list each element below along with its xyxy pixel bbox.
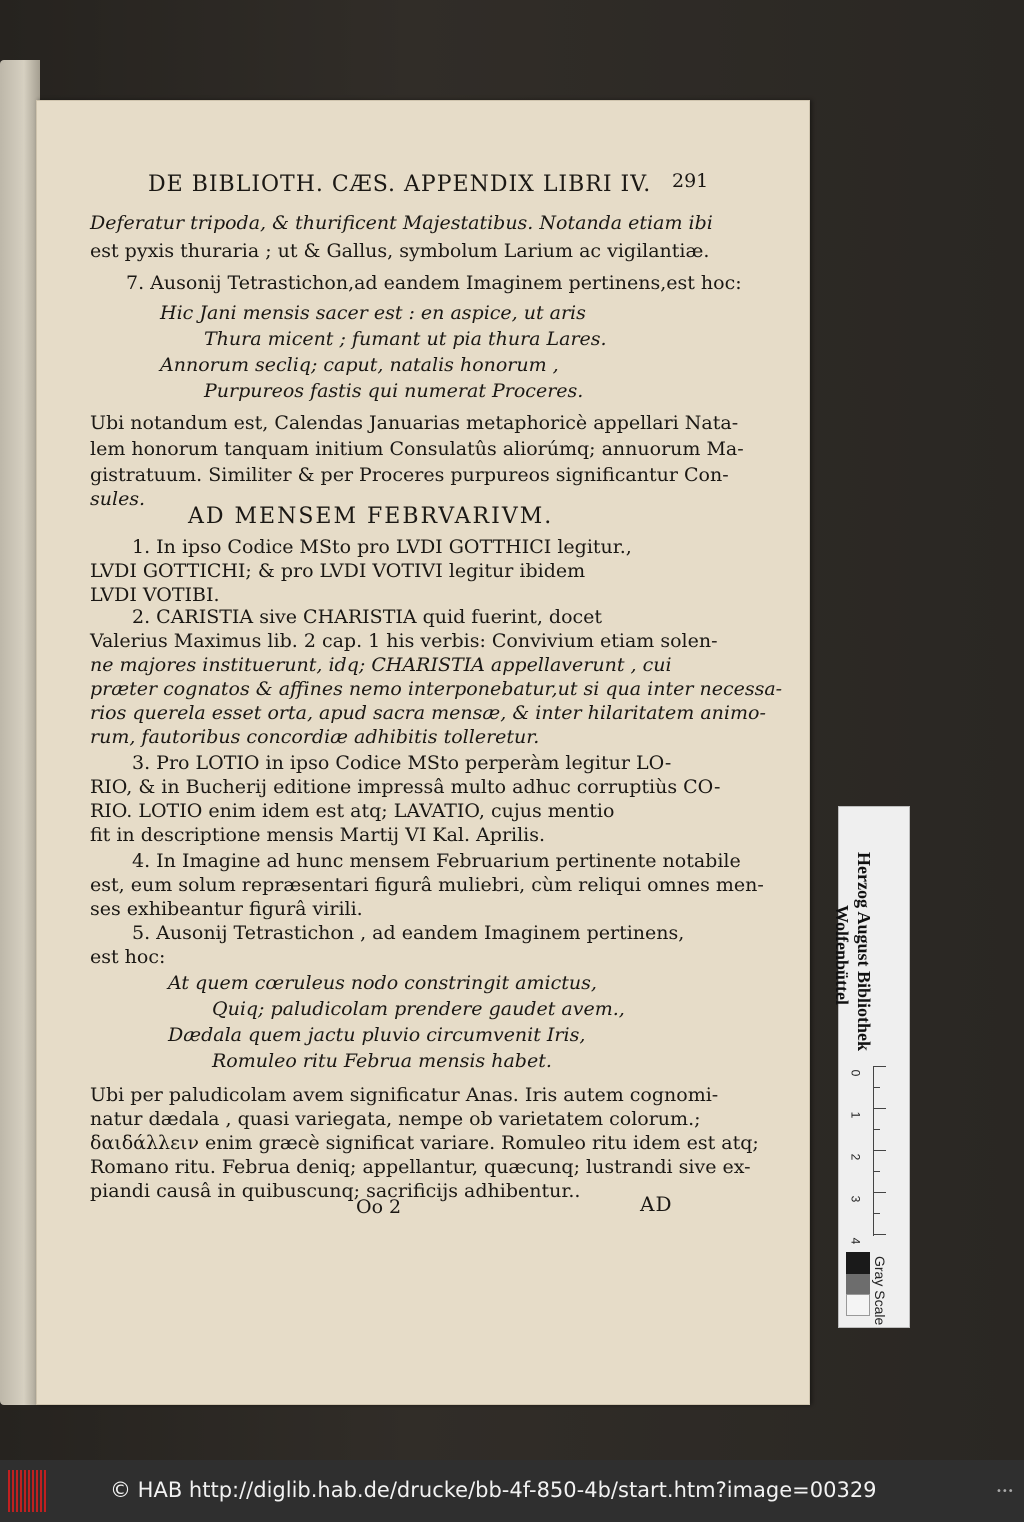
ruler-tick bbox=[874, 1129, 880, 1130]
verse-line: Hic Jani mensis sacer est : en aspice, ut aris bbox=[160, 302, 586, 324]
ruler-number: 1 bbox=[848, 1111, 863, 1119]
text-line: RIO. LOTIO enim idem est atq; LAVATIO, cujus mentio bbox=[90, 800, 615, 822]
book-page bbox=[36, 100, 810, 1405]
text-line: Ubi per paludicolam avem significatur Anas. Iris autem cognomi- bbox=[90, 1084, 719, 1106]
scale-card-title: Herzog August Bibliothek bbox=[854, 852, 874, 1052]
text-line: Romano ritu. Februa deniq; appellantur, quæcunq; lustrandi sive ex- bbox=[90, 1156, 751, 1178]
text-line: fit in descriptione mensis Martij VI Kal. Aprilis. bbox=[90, 824, 546, 846]
text-line: RIO, & in Bucherij editione impressâ multo adhuc corruptiùs CO- bbox=[90, 776, 721, 798]
footer-bar bbox=[0, 1460, 1024, 1522]
text-line: 2. CARISTIA sive CHARISTIA quid fuerint, docet bbox=[132, 606, 603, 628]
facing-page-edge bbox=[0, 60, 40, 1405]
text-line: est pyxis thuraria ; ut & Gallus, symbolum Larium ac vigilantiæ. bbox=[90, 240, 710, 262]
ruler-number: 4 bbox=[848, 1237, 863, 1245]
verse-line: Quiq; paludicolam prendere gaudet avem., bbox=[212, 998, 625, 1020]
verse-line: Annorum secliq; caput, natalis honorum , bbox=[160, 354, 559, 376]
gray-scale-label: Gray Scale bbox=[872, 1256, 888, 1326]
ruler-tick bbox=[874, 1171, 880, 1172]
running-header: DE BIBLIOTH. CÆS. APPENDIX LIBRI IV. bbox=[148, 172, 652, 197]
text-line: 1. In ipso Codice MSto pro LVDI GOTTHICI legitur., bbox=[132, 536, 632, 558]
ruler-number: 0 bbox=[848, 1069, 863, 1077]
text-line: sules. bbox=[90, 488, 146, 510]
text-line: præter cognatos & affines nemo interponebatur,ut si qua inter necessa- bbox=[90, 678, 783, 700]
text-line: LVDI VOTIBI. bbox=[90, 584, 220, 606]
gray-swatch-light bbox=[846, 1294, 870, 1316]
item-7: 7. Ausonij Tetrastichon,ad eandem Imaginem pertinens,est hoc: bbox=[126, 272, 742, 294]
gray-swatch-dark bbox=[846, 1252, 870, 1274]
verse-line: Thura micent ; fumant ut pia thura Lares. bbox=[204, 328, 607, 350]
ruler-tick bbox=[874, 1213, 880, 1214]
text-line: 3. Pro LOTIO in ipso Codice MSto perperàm legitur LO- bbox=[132, 752, 672, 774]
text-line: 4. In Imagine ad hunc mensem Februarium pertinente notabile bbox=[132, 850, 741, 872]
catchword: AD bbox=[640, 1192, 673, 1216]
verse-line: Romuleo ritu Februa mensis habet. bbox=[212, 1050, 552, 1072]
text-line: lem honorum tanquam initium Consulatûs aliorúmq; annuorum Ma- bbox=[90, 438, 744, 460]
text-line: 5. Ausonij Tetrastichon , ad eandem Imaginem pertinens, bbox=[132, 922, 685, 944]
ruler-tick bbox=[874, 1192, 886, 1193]
text-line: est, eum solum repræsentari figurâ muliebri, cùm reliqui omnes men- bbox=[90, 874, 764, 896]
verse-line: At quem cœruleus nodo constringit amictus, bbox=[168, 972, 597, 994]
scale-card-subtitle: Wolfenbüttel bbox=[832, 905, 852, 1006]
ruler-tick bbox=[874, 1150, 886, 1151]
ruler-number: 3 bbox=[848, 1195, 863, 1203]
text-line: ne majores instituerunt, idq; CHARISTIA appellaverunt , cui bbox=[90, 654, 672, 676]
text-line: ses exhibeantur figurâ virili. bbox=[90, 898, 363, 920]
hab-logo-icon bbox=[8, 1470, 48, 1512]
text-line: δαιδάλλειν enim græcè significat variare. Romuleo ritu idem est atq; bbox=[90, 1132, 759, 1154]
text-line: rios querela esset orta, apud sacra mensæ, & inter hilaritatem animo- bbox=[90, 702, 766, 724]
text-line: Ubi notandum est, Calendas Januarias metaphoricè appellari Nata- bbox=[90, 412, 739, 434]
footer-dots: ••• bbox=[996, 1486, 1014, 1497]
text-line: piandi causâ in quibuscunq; sacrificijs adhibentur.. bbox=[90, 1180, 581, 1202]
ruler-tick bbox=[874, 1087, 880, 1088]
text-line: est hoc: bbox=[90, 946, 166, 968]
section-title: AD MENSEM FEBRVARIVM. bbox=[188, 504, 554, 529]
text-line: Deferatur tripoda, & thurificent Majestatibus. Notanda etiam ibi bbox=[90, 212, 713, 234]
text-line: rum, fautoribus concordiæ adhibitis tolleretur. bbox=[90, 726, 540, 748]
text-line: LVDI GOTTICHI; & pro LVDI VOTIVI legitur ibidem bbox=[90, 560, 586, 582]
text-line: gistratuum. Similiter & per Proceres purpureos significantur Con- bbox=[90, 464, 729, 486]
ruler-tick bbox=[874, 1066, 886, 1067]
page-number: 291 bbox=[672, 170, 709, 192]
text-line: Valerius Maximus lib. 2 cap. 1 his verbis: Convivium etiam solen- bbox=[90, 630, 718, 652]
footer-link[interactable]: © HAB http://diglib.hab.de/drucke/bb-4f-850-4b/start.htm?image=00329 bbox=[110, 1478, 877, 1502]
verse-line: Dædala quem jactu pluvio circumvenit Iris, bbox=[168, 1024, 586, 1046]
ruler-number: 2 bbox=[848, 1153, 863, 1161]
ruler-tick bbox=[874, 1234, 886, 1235]
ruler-tick bbox=[874, 1108, 886, 1109]
verse-line: Purpureos fastis qui numerat Proceres. bbox=[204, 380, 584, 402]
signature-mark: Oo 2 bbox=[356, 1196, 402, 1218]
ruler bbox=[873, 1066, 886, 1236]
gray-swatch-mid bbox=[846, 1274, 870, 1294]
text-line: natur dædala , quasi variegata, nempe ob varietatem colorum.; bbox=[90, 1108, 701, 1130]
